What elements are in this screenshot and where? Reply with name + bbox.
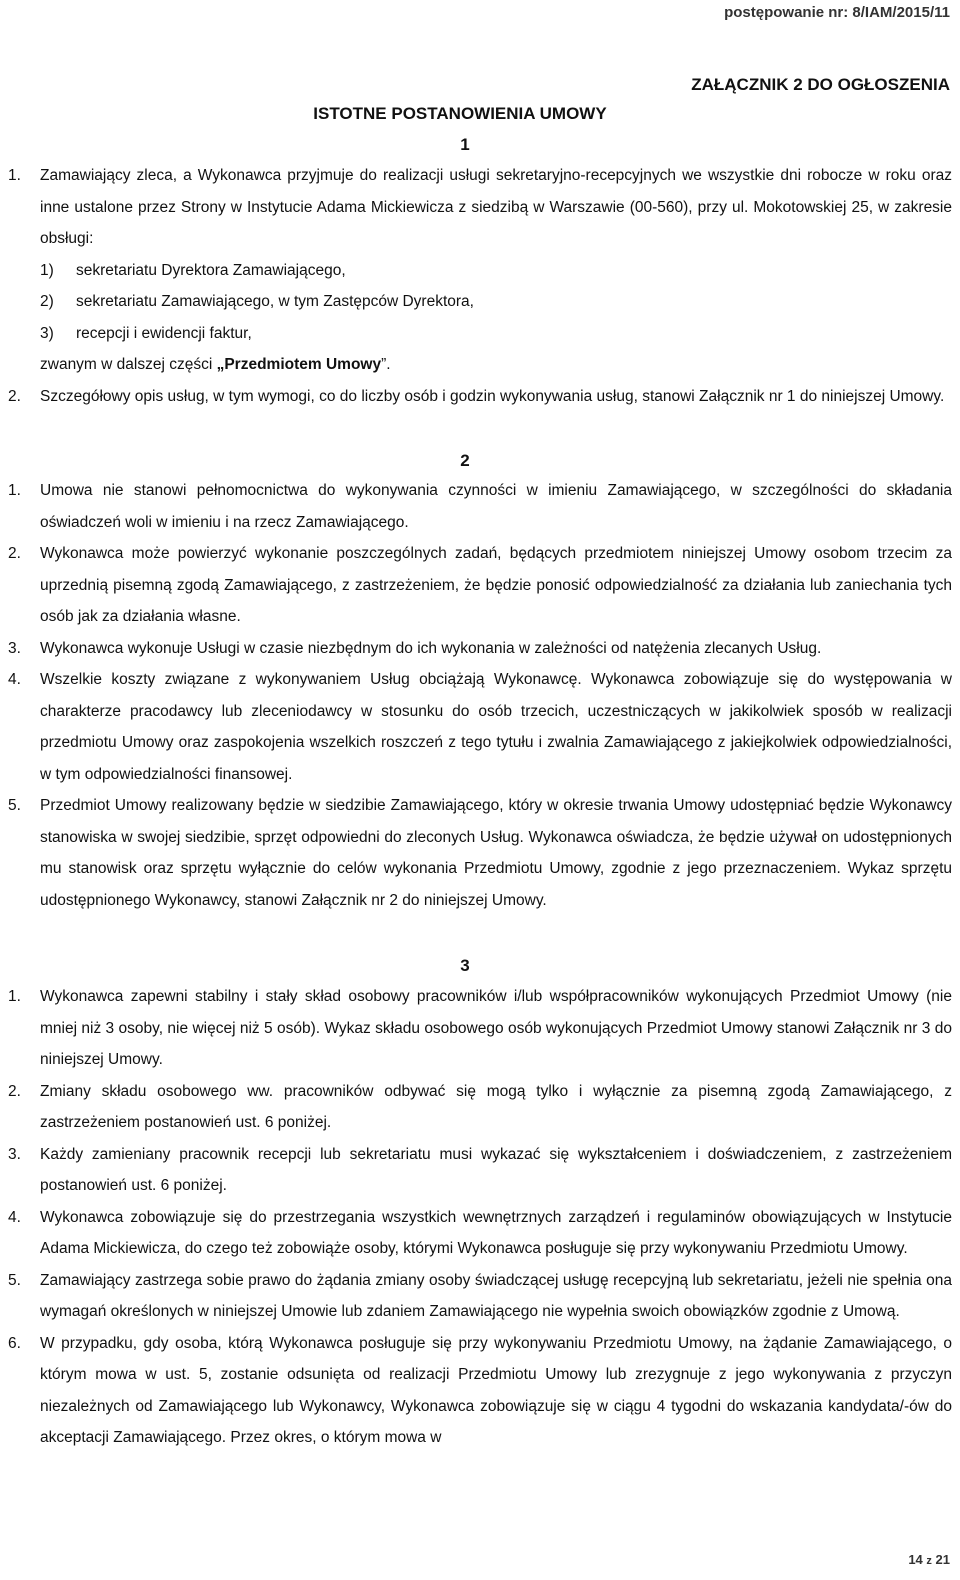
item-text: Wykonawca wykonuje Usługi w czasie niezbędnym do ich wykonania w zależności od natężenia zlecanych Usług.	[40, 639, 822, 657]
page-total: 21	[935, 1552, 950, 1567]
section-2-body	[8, 475, 952, 916]
list-item	[8, 633, 952, 665]
defined-term: „Przedmiotem Umowy	[216, 356, 382, 373]
definition-text: zwanym w dalszej części	[40, 356, 217, 373]
item-text: Wykonawca zobowiązuje się do przestrzegania wszystkich wewnętrznych zarządzeń i regulaminów obowiązujących w Instytucie Adama Mickiewicza, do czego też zobowiąże osoby, którymi Wykonawca posługuje się przy wykonywaniu Przedmiotu Umowy.	[40, 1208, 952, 1257]
item-number: 1.	[8, 167, 21, 184]
page-of: z	[926, 1555, 932, 1567]
list-item	[8, 160, 952, 255]
sub-item	[8, 255, 952, 287]
sub-item	[8, 318, 952, 350]
list-item	[8, 1202, 952, 1265]
item-text: Przedmiot Umowy realizowany będzie w siedzibie Zamawiającego, który w okresie trwania Umowy udostępniać będzie Wykonawcy stanowiska w swojej siedzibie, sprzęt odpowiedni do zleconych Usług. Wykonawca oświadcza, że będzie używał on udostępnionych mu stanowisk oraz sprzętu wyłącznie do celów wykonania Przedmiotu Umowy, zgodnie z jego przeznaczeniem. Wykaz sprzętu udostępnionego Wykonawcy, stanowi Załącznik nr 2 do niniejszej Umowy.	[40, 797, 952, 909]
list-item	[8, 475, 952, 538]
sub-item	[8, 286, 952, 318]
item-number: 2.	[8, 387, 21, 405]
sub-item-number: 2)	[40, 293, 54, 310]
sub-item-text: sekretariatu Zamawiającego, w tym Zastępców Dyrektora,	[76, 293, 474, 310]
item-number: 4.	[8, 1208, 21, 1226]
list-item	[8, 1076, 952, 1139]
subject-definition	[8, 349, 952, 381]
item-number: 5.	[8, 797, 21, 814]
section-3-body	[8, 981, 952, 1454]
section-heading-3: 3	[460, 956, 470, 975]
section-1-body	[8, 160, 952, 412]
item-number: 1.	[8, 988, 21, 1005]
sub-item-number: 3)	[40, 324, 54, 342]
list-item	[8, 1328, 952, 1454]
list-item	[8, 381, 952, 413]
item-number: 2.	[8, 1082, 21, 1100]
item-text: Wszelkie koszty związane z wykonywaniem Usług obciążają Wykonawcę. Wykonawca zobowiązuje się do występowania w charakterze pracodawcy lub zleceniodawcy w stosunku do osób trzecich, uczestniczących w jakikolwiek sposób w realizacji przedmiotu Umowy oraz zaspokojenia wszelkich roszczeń z tego tytułu i zwalnia Zamawiającego z jakiejkolwiek odpowiedzialności, w tym odpowiedzialności finansowej.	[40, 671, 952, 783]
list-item	[8, 664, 952, 790]
item-text: Wykonawca może powierzyć wykonanie poszczególnych zadań, będących przedmiotem niniejszej Umowy osobom trzecim za uprzednią pisemną zgodą Zamawiającego, z zastrzeżeniem, że będzie ponosić odpowiedzialność za działania lub zaniechania tych osób jak za działania własne.	[40, 545, 952, 625]
item-text: Każdy zamieniany pracownik recepcji lub sekretariatu musi wykazać się wykształceniem i doświadczeniem, z zastrzeżeniem postanowień ust. 6 poniżej.	[40, 1145, 952, 1194]
page-current: 14	[908, 1552, 923, 1567]
definition-end: ”.	[381, 356, 391, 373]
sub-item-number: 1)	[40, 261, 54, 279]
list-item	[8, 1265, 952, 1328]
annex-label: ZAŁĄCZNIK 2 DO OGŁOSZENIA	[691, 75, 950, 94]
list-item	[8, 981, 952, 1076]
page-number	[908, 1552, 950, 1567]
item-text: Szczegółowy opis usług, w tym wymogi, co do liczby osób i godzin wykonywania usług, stanowi Załącznik nr 1 do niniejszej Umowy.	[40, 387, 945, 405]
section-heading-1: 1	[460, 135, 470, 154]
sub-item-text: recepcji i ewidencji faktur,	[76, 324, 252, 342]
item-text: Zmiany składu osobowego ww. pracowników odbywać się mogą tylko i wyłącznie za pisemną zgodą Zamawiającego, z zastrzeżeniem postanowień ust. 6 poniżej.	[40, 1082, 952, 1131]
procedure-number: postępowanie nr: 8/IAM/2015/11	[724, 4, 950, 21]
page-title: ISTOTNE POSTANOWIENIA UMOWY	[313, 104, 607, 123]
item-number: 2.	[8, 545, 21, 562]
sub-item-text: sekretariatu Dyrektora Zamawiającego,	[76, 261, 346, 279]
list-item	[8, 538, 952, 633]
item-number: 3.	[8, 639, 21, 657]
item-text: W przypadku, gdy osoba, którą Wykonawca posługuje się przy wykonywaniu Przedmiotu Umowy, na żądanie Zamawiającego, o którym mowa w ust. 5, zostanie odsunięta od realizacji Przedmiotu Umowy lub zrezygnuje z jego wykonywania z przyczyn niezależnych od Zamawiającego lub Wykonawcy, Wykonawca zobowiązuje się w ciągu 4 tygodni do wskazania kandydata/-ów do akceptacji Zamawiającego. Przez okres, o którym mowa w	[40, 1334, 952, 1446]
item-text: Zamawiający zleca, a Wykonawca przyjmuje do realizacji usługi sekretaryjno-recepcyjnych we wszystkie dni robocze w roku oraz inne ustalone przez Strony w Instytucie Adama Mickiewicza z siedzibą w Warszawie (00-560), przy ul. Mokotowskiej 25, w zakresie obsługi:	[40, 167, 952, 247]
list-item	[8, 790, 952, 916]
section-heading-2: 2	[460, 451, 470, 470]
item-number: 5.	[8, 1271, 21, 1289]
item-number: 1.	[8, 482, 21, 499]
item-text: Zamawiający zastrzega sobie prawo do żądania zmiany osoby świadczącej usługę recepcyjną lub sekretariatu, jeżeli nie spełnia ona wymagań określonych w niniejszej Umowie lub zdaniem Zamawiającego nie wypełnia swoich obowiązków zgodnie z Umową.	[40, 1271, 952, 1320]
item-number: 6.	[8, 1334, 21, 1352]
item-text: Wykonawca zapewni stabilny i stały skład osobowy pracowników i/lub współpracowników wykonujących Przedmiot Umowy (nie mniej niż 3 osoby, nie więcej niż 5 osób). Wykaz składu osobowego osób wykonujących Przedmiot Umowy stanowi Załącznik nr 3 do niniejszej Umowy.	[40, 988, 952, 1068]
item-number: 3.	[8, 1145, 21, 1163]
list-item	[8, 1139, 952, 1202]
item-number: 4.	[8, 671, 21, 688]
item-text: Umowa nie stanowi pełnomocnictwa do wykonywania czynności w imieniu Zamawiającego, w szczególności do składania oświadczeń woli w imieniu i na rzecz Zamawiającego.	[40, 482, 952, 531]
